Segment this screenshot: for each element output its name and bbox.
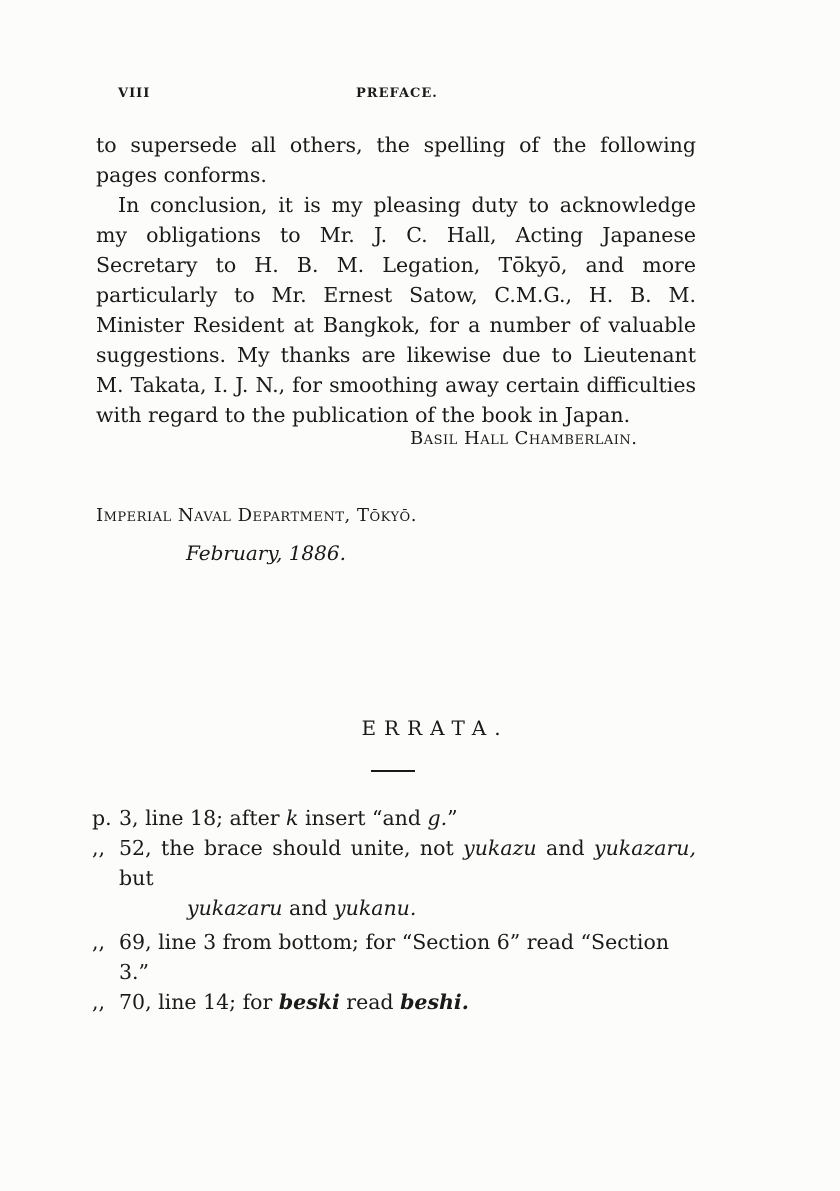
entry-text: 70, line 14; for beski read beshi. <box>119 990 469 1014</box>
running-head <box>118 86 698 108</box>
paragraph-continuation: to supersede all others, the spelling of the following pages conforms. <box>96 133 696 187</box>
entry-text: 3, line 18; after k insert “and g.” <box>119 806 458 830</box>
entry-marker: ,, <box>92 930 106 954</box>
entry-text: 52, the brace should unite, not yukazu and yukazaru, but <box>119 836 696 890</box>
errata-entry <box>92 927 696 987</box>
running-title: PREFACE. <box>356 86 438 101</box>
errata-entry <box>92 833 696 893</box>
page-number: VIII <box>118 86 151 101</box>
section-rule <box>371 770 415 772</box>
preface-body <box>96 130 696 430</box>
errata-entry-continuation: yukazaru and yukanu. <box>187 896 417 920</box>
entry-text: 69, line 3 from bottom; for “Section 6” read “Section 3.” <box>119 930 670 984</box>
errata-entry <box>92 987 696 1017</box>
entry-marker: ,, <box>92 990 106 1014</box>
errata-list <box>92 803 696 1017</box>
paragraph-conclusion: In conclusion, it is my pleasing duty to acknowledge my obligations to Mr. J. C. Hall, Acting Japanese Secretary to H. B. M. Legation, Tōkyō, and more particularly to Mr. Ernest Satow, C.M.G., H. B. M. Minister Resident at Bangkok, for a number of valuable suggestions. My thanks are likewise due to Lieutenant M. Takata, I. J. N., for smoothing away certain difficulties with regard to the publication of the book in Japan. <box>96 193 696 427</box>
errata-entry <box>92 803 696 833</box>
entry-marker: ,, <box>92 836 106 860</box>
errata-heading: ERRATA. <box>361 716 509 740</box>
author-signature: Basil Hall Chamberlain. <box>410 428 638 449</box>
date-line: February, 1886. <box>186 541 346 565</box>
entry-marker: p. <box>92 806 112 830</box>
department-line: Imperial Naval Department, Tōkyō. <box>96 505 417 526</box>
